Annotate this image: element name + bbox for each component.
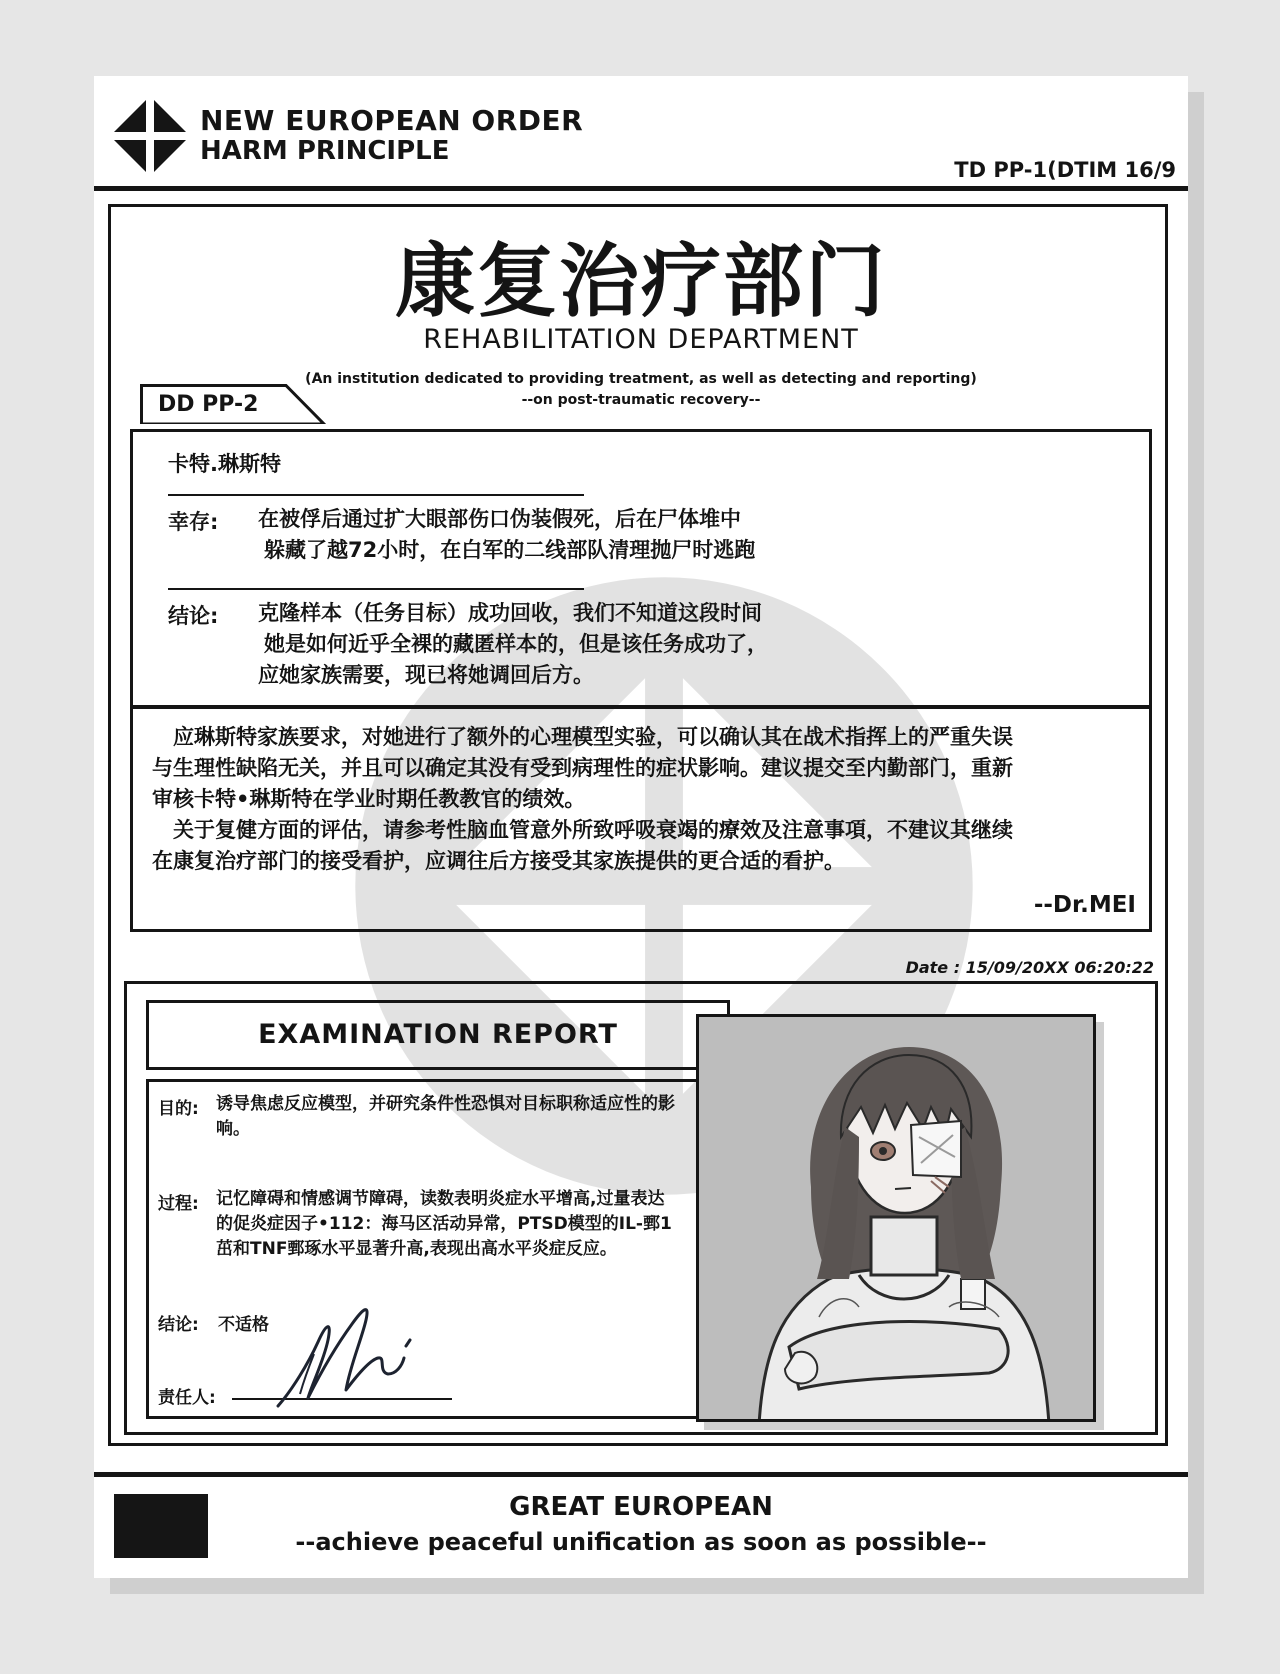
notes-line: 审核卡特•琳斯特在学业时期任教教官的绩效。 xyxy=(152,787,586,811)
purpose-text: 诱导焦虑反应模型，并研究条件性恐惧对目标职称适应性的影响。 xyxy=(216,1094,675,1139)
survival-line: 躲藏了越72小时，在白军的二线部队清理抛尸时逃跑 xyxy=(264,538,756,562)
survival-line: 在被俘后通过扩大眼部伤口伪装假死，后在尸体堆中 xyxy=(258,507,741,531)
doctor-signoff: --Dr.MEI xyxy=(1033,892,1136,918)
notes-line: 与生理性缺陷无关，并且可以确定其没有受到病理性的症状影响。建议提交至内勤部门，重新 xyxy=(152,756,1013,780)
record-tab-label: DD PP-2 xyxy=(158,392,259,417)
report-date: Date : 15/09/20XX 06:20:22 xyxy=(905,958,1154,977)
footer-slogan: --achieve peaceful unification as soon as possible-- xyxy=(295,1528,987,1556)
divider xyxy=(168,588,584,590)
result-text: 不适格 xyxy=(218,1315,269,1335)
order-emblem-icon xyxy=(108,94,192,178)
department-title-cn: 康复治疗部门 xyxy=(395,235,887,328)
footer-title: GREAT EUROPEAN xyxy=(509,1492,773,1522)
subject-name: 卡特.琳斯特 xyxy=(168,452,281,476)
subject-portrait xyxy=(696,1014,1096,1422)
header-rule xyxy=(94,186,1188,191)
responsible-label: 责任人: xyxy=(158,1388,216,1408)
conclusion-line: 应她家族需要，现已将她调回后方。 xyxy=(258,663,594,687)
conclusion-line: 克隆样本（任务目标）成功回收，我们不知道这段时间 xyxy=(258,601,762,625)
department-description: (An institution dedicated to providing treatment, as well as detecting and reporting) xyxy=(305,371,977,387)
purpose-label: 目的: xyxy=(158,1099,199,1119)
process-label: 过程: xyxy=(158,1194,199,1214)
org-name: NEW EUROPEAN ORDER xyxy=(200,104,584,137)
notes-line: 应琳斯特家族要求，对她进行了额外的心理模型实验，可以确认其在战术指挥上的严重失误 xyxy=(152,725,1013,749)
conclusion-line: 她是如何近乎全裸的藏匿样本的，但是该任务成功了， xyxy=(264,632,768,656)
footer-rule xyxy=(94,1472,1188,1477)
notes-line: 关于复健方面的评估，请参考性脑血管意外所致呼吸衰竭的療效及注意事項，不建议其继续 xyxy=(152,818,1013,842)
notes-line: 在康复治疗部门的接受看护，应调往后方接受其家族提供的更合适的看护。 xyxy=(152,849,845,873)
survival-label: 幸存: xyxy=(168,510,219,534)
examination-heading: EXAMINATION REPORT xyxy=(146,1000,730,1070)
department-title-en: REHABILITATION DEPARTMENT xyxy=(423,324,859,355)
conclusion-label: 结论: xyxy=(168,604,219,628)
divider xyxy=(168,494,584,496)
document-page xyxy=(94,76,1188,1578)
department-description-sub: --on post-traumatic recovery-- xyxy=(521,392,761,408)
process-text: 记忆障碍和情感调节障碍，读数表明炎症水平增高,过量表达的促炎症因子•112：海马区活动异常，PTSD模型的IL-鄄1茁和TNF鄄琢水平显著升高,表现出高水平炎症反应。 xyxy=(216,1189,672,1259)
document-code: TD PP-1(DTIM 16/9 xyxy=(954,158,1176,182)
signature-mark xyxy=(274,1294,424,1412)
portrait-illustration xyxy=(699,1017,1096,1422)
result-label: 结论: xyxy=(158,1315,199,1335)
org-subtitle: HARM PRINCIPLE xyxy=(200,136,450,166)
